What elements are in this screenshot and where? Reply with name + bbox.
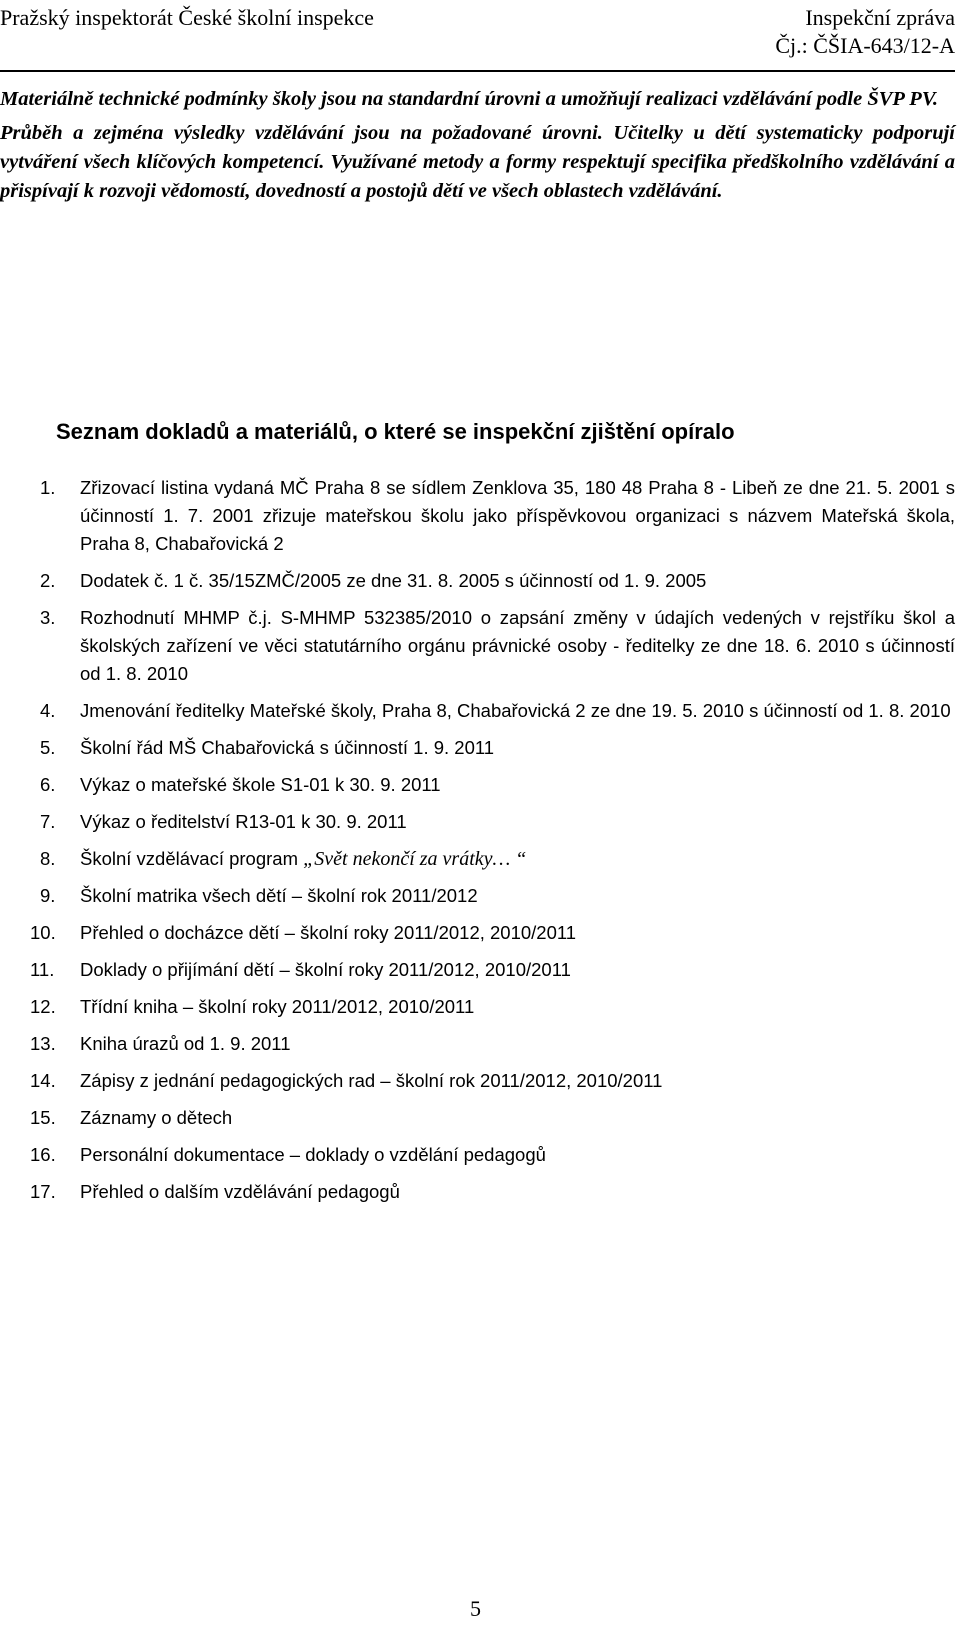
list-item-text-wrap <box>80 697 955 725</box>
list-item-text-wrap <box>80 956 955 984</box>
list-item-number: 15. <box>30 1107 56 1128</box>
conclusion-paragraph-1: Materiálně technické podmínky školy jsou na standardní úrovni a umožňují realizaci vzdělávání podle ŠVP PV. <box>0 88 938 110</box>
list-item-text-wrap <box>80 567 955 595</box>
list-item-number: 2. <box>40 570 56 591</box>
list-item-number: 14. <box>30 1070 56 1091</box>
list-item-text: Výkaz o mateřské škole S1-01 k 30. 9. 2011 <box>80 774 441 795</box>
list-item-number: 8. <box>40 848 56 869</box>
list-item-text: Přehled o docházce dětí – školní roky 2011/2012, 2010/2011 <box>80 922 577 943</box>
document-list-item <box>30 1067 955 1095</box>
list-item-text-wrap <box>80 1030 955 1058</box>
list-item-text: Přehled o dalším vzdělávání pedagogů <box>80 1181 400 1202</box>
header-report-type: Inspekční zpráva <box>805 5 955 30</box>
list-item-text: Výkaz o ředitelství R13-01 k 30. 9. 2011 <box>80 811 407 832</box>
list-item-number: 1. <box>40 477 56 498</box>
list-item-text-wrap <box>80 993 955 1021</box>
list-item-text-wrap <box>80 882 955 910</box>
list-item-program-title: „Svět nekončí za vrátky… “ <box>303 848 527 870</box>
list-item-number: 13. <box>30 1033 56 1054</box>
document-list-item <box>30 1178 955 1206</box>
document-list-item <box>40 567 955 595</box>
document-list-item <box>30 1141 955 1169</box>
list-item-text: Zřizovací listina vydaná MČ Praha 8 se sídlem Zenklova 35, 180 48 Praha 8 - Libeň ze dne 21. 5. 2001 s účinností 1. 7. 2001 zřizuje mateřskou školu jako příspěvkovou organizaci s názvem Mateřská škola, Praha 8, Chabařovická 2 <box>80 477 955 554</box>
list-item-text-wrap <box>80 771 955 799</box>
list-item-text: Školní řád MŠ Chabařovická s účinností 1. 9. 2011 <box>80 737 495 758</box>
list-item-number: 5. <box>40 737 56 758</box>
conclusion-text <box>0 85 955 206</box>
list-item-number: 7. <box>40 811 56 832</box>
list-item-text: Jmenování ředitelky Mateřské školy, Praha 8, Chabařovická 2 ze dne 19. 5. 2010 s účinností od 1. 8. 2010 <box>80 700 951 721</box>
list-item-text-wrap <box>80 1178 955 1206</box>
list-item-text: Zápisy z jednání pedagogických rad – školní rok 2011/2012, 2010/2011 <box>80 1070 663 1091</box>
document-list-item <box>30 1104 955 1132</box>
header-institution: Pražský inspektorát České školní inspekce <box>0 5 374 30</box>
list-item-text: Záznamy o dětech <box>80 1107 233 1128</box>
document-list-item <box>40 808 955 836</box>
list-item-number: 6. <box>40 774 56 795</box>
list-item-text-wrap <box>80 474 955 558</box>
list-item-text-wrap <box>80 604 955 688</box>
list-item-number: 11. <box>30 959 55 980</box>
document-list-item <box>30 919 955 947</box>
document-list <box>30 474 955 1215</box>
document-list-item <box>40 474 955 558</box>
page-header <box>0 4 955 64</box>
list-item-number: 4. <box>40 700 56 721</box>
list-item-text-wrap <box>80 919 955 947</box>
document-list-item <box>30 1030 955 1058</box>
list-item-number: 17. <box>30 1181 56 1202</box>
list-item-number: 3. <box>40 607 56 628</box>
document-list-item <box>40 604 955 688</box>
list-item-text: Školní matrika všech dětí – školní rok 2011/2012 <box>80 885 478 906</box>
header-divider <box>0 70 955 72</box>
document-list-item <box>30 993 955 1021</box>
list-item-text-wrap <box>80 1141 955 1169</box>
list-item-text-wrap <box>80 1104 955 1132</box>
list-item-text: Dodatek č. 1 č. 35/15ZMČ/2005 ze dne 31. 8. 2005 s účinností od 1. 9. 2005 <box>80 570 707 591</box>
document-list-item <box>40 697 955 725</box>
conclusion-paragraph-2: Průběh a zejména výsledky vzdělávání jsou na požadované úrovni. Učitelky u dětí systematicky podporují vytváření všech klíčových kompetencí. Využívané metody a formy respektují specifika předškolního vzdělávání a přispívají k rozvoji vědomostí, dovedností a postojů dětí ve všech oblastech vzdělávání. <box>0 122 955 202</box>
list-item-number: 10. <box>30 922 56 943</box>
list-item-number: 12. <box>30 996 56 1017</box>
document-list-item <box>30 956 955 984</box>
list-item-text: Doklady o přijímání dětí – školní roky 2011/2012, 2010/2011 <box>80 959 571 980</box>
section-title: Seznam dokladů a materiálů, o které se inspekční zjištění opíralo <box>56 419 735 444</box>
document-list-item <box>40 734 955 762</box>
document-list-item <box>40 771 955 799</box>
list-item-text: Školní vzdělávací program <box>80 848 304 869</box>
list-item-text-wrap <box>80 734 955 762</box>
list-item-number: 9. <box>40 885 56 906</box>
list-item-text-wrap <box>80 845 955 873</box>
header-reference-number: Čj.: ČŠIA-643/12-A <box>775 33 955 58</box>
list-item-number: 16. <box>30 1144 56 1165</box>
document-list-item <box>40 845 955 873</box>
document-list-item <box>40 882 955 910</box>
list-item-text: Třídní kniha – školní roky 2011/2012, 2010/2011 <box>80 996 475 1017</box>
page-number: 5 <box>470 1596 481 1621</box>
list-item-text-wrap <box>80 808 955 836</box>
list-item-text: Personální dokumentace – doklady o vzdělání pedagogů <box>80 1144 546 1165</box>
header-report-info <box>775 4 955 60</box>
list-item-text: Kniha úrazů od 1. 9. 2011 <box>80 1033 291 1054</box>
list-item-text-wrap <box>80 1067 955 1095</box>
list-item-text: Rozhodnutí MHMP č.j. S-MHMP 532385/2010 o zapsání změny v údajích vedených v rejstříku škol a školských zařízení ve věci statutárního orgánu právnické osoby - ředitelky ze dne 18. 6. 2010 s účinností od 1. 8. 2010 <box>80 607 955 684</box>
